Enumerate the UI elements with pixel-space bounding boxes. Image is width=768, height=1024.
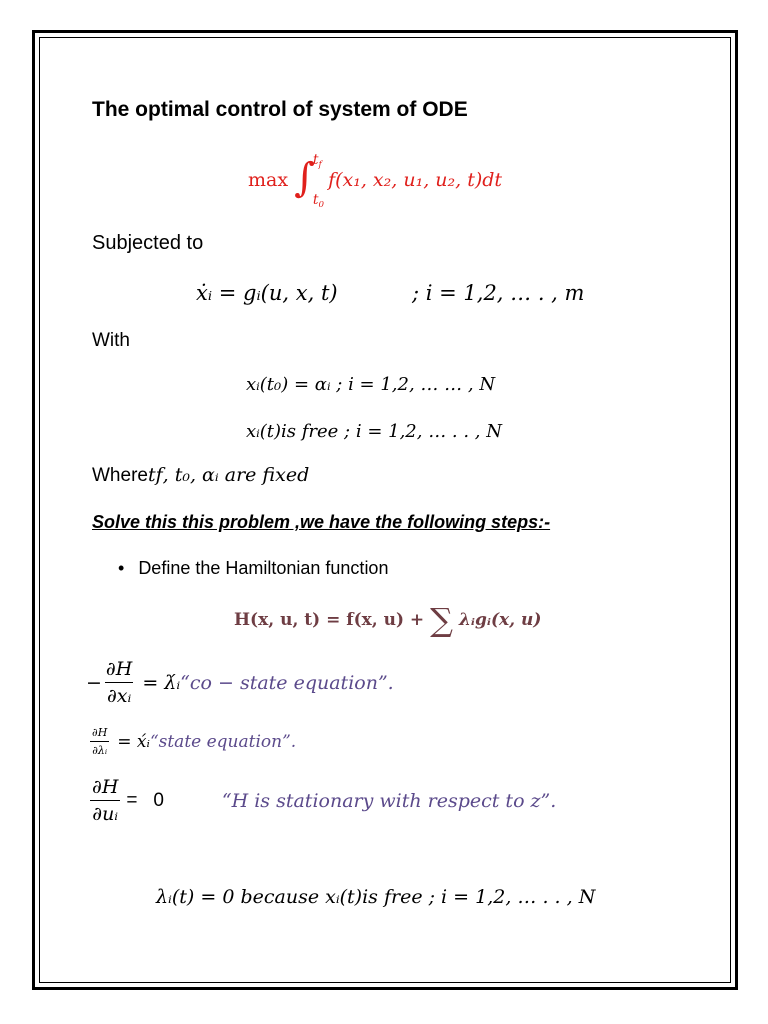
terminal-condition: λᵢ(t) = 0 because xᵢ(t)is free ; i = 1,2, … . . , N <box>156 886 596 908</box>
bullet-item: • Define the Hamiltonian function <box>118 558 389 578</box>
costate-equation: − $\frac{\partial H}{\text{∂xᵢ}}$ = λ́ᵢ “co − state equation”. <box>86 658 394 707</box>
summation-sign: ∑ <box>430 601 453 639</box>
objective-integrand: f(x₁, x₂, u₁, u₂, t)dt <box>328 169 503 191</box>
state-equation <box>196 281 338 305</box>
objective-max: max <box>248 169 289 191</box>
stationary-condition: $\frac{\partial H}{\text{∂uᵢ}}$ = 0 “H is stationary with respect to z”. <box>92 776 557 825</box>
integral-limits: $t_f$ $t_0$ <box>312 152 325 211</box>
hamiltonian-definition: H(x, u, t) = f(x, u) + ∑ λᵢgᵢ(x, u) <box>234 601 542 639</box>
initial-condition: xᵢ(t₀) = αᵢ ; i = 1,2, … … , N <box>246 374 496 395</box>
state-equation-derivative: $\frac{\partial H}{\text{∂λᵢ}}$ = x́ᵢ “state equation”. <box>92 726 297 757</box>
integral-sign: ∫ <box>294 155 315 201</box>
bullet-dot: • <box>118 558 125 578</box>
page-title: The optimal control of system of ODE <box>92 98 468 121</box>
state-derivative: $\frac{\partial H}{\text{∂λᵢ}}$ <box>92 726 108 757</box>
steps-heading: Solve this this problem ,we have the following steps:- <box>92 512 551 532</box>
stationary-derivative: $\frac{\partial H}{\text{∂uᵢ}}$ <box>92 776 119 825</box>
free-condition: xᵢ(t)is free ; i = 1,2, … . . , N <box>246 421 502 442</box>
subjected-to-label: Subjected to <box>92 232 204 254</box>
costate-derivative: $\frac{\partial H}{\text{∂xᵢ}}$ <box>105 658 133 707</box>
objective-functional <box>248 148 502 212</box>
state-equation-lhs: ẋᵢ = gᵢ(u, x, t) <box>196 281 338 305</box>
state-equation-index: ; i = 1,2, … . , m <box>412 281 585 305</box>
where-statement: Wheret𝑓, t₀, αᵢ are fixed <box>92 464 310 486</box>
with-label: With <box>92 330 130 351</box>
